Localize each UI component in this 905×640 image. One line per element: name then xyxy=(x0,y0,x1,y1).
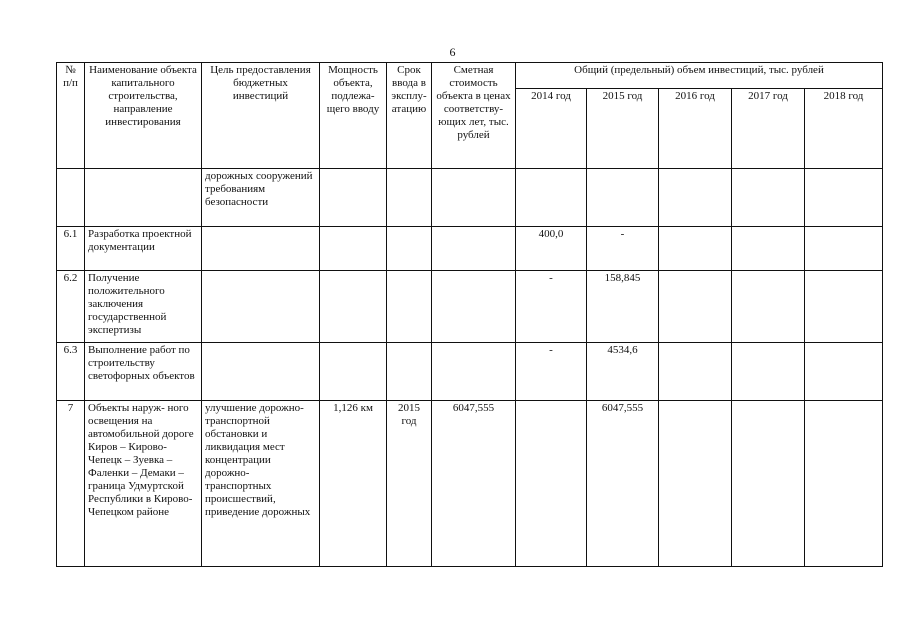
row-name xyxy=(85,169,202,227)
row-name: Разработка проектной документации xyxy=(85,227,202,271)
row-term xyxy=(387,271,432,343)
row-term: 2015 год xyxy=(387,401,432,567)
row-2018 xyxy=(805,271,883,343)
row-2016 xyxy=(659,271,732,343)
header-term: Срок ввода в эксплу- атацию xyxy=(387,63,432,169)
investment-table xyxy=(56,62,883,567)
row-term xyxy=(387,227,432,271)
row-2018 xyxy=(805,343,883,401)
row-2017 xyxy=(732,169,805,227)
header-year-2017: 2017 год xyxy=(732,89,805,169)
row-capacity xyxy=(320,227,387,271)
row-2015: - xyxy=(587,227,659,271)
page-number: 6 xyxy=(449,45,456,59)
row-cost xyxy=(432,343,516,401)
row-2018 xyxy=(805,227,883,271)
row-capacity xyxy=(320,169,387,227)
table-row xyxy=(57,271,883,343)
row-2016 xyxy=(659,169,732,227)
row-2017 xyxy=(732,343,805,401)
row-cost xyxy=(432,271,516,343)
row-purpose xyxy=(202,227,320,271)
row-purpose: дорожных сооружений требованиям безопасности xyxy=(202,169,320,227)
row-capacity xyxy=(320,271,387,343)
header-investment: Общий (предельный) объем инвестиций, тыс. рублей xyxy=(516,63,883,89)
row-purpose xyxy=(202,343,320,401)
row-2018 xyxy=(805,401,883,567)
row-2014 xyxy=(516,169,587,227)
row-num xyxy=(57,169,85,227)
header-row-1 xyxy=(57,63,883,89)
header-year-2015: 2015 год xyxy=(587,89,659,169)
row-2014: - xyxy=(516,271,587,343)
header-year-2018: 2018 год xyxy=(805,89,883,169)
row-2016 xyxy=(659,227,732,271)
table-row xyxy=(57,401,883,567)
row-term xyxy=(387,343,432,401)
row-cost xyxy=(432,169,516,227)
table-row xyxy=(57,343,883,401)
row-2018 xyxy=(805,169,883,227)
row-capacity: 1,126 км xyxy=(320,401,387,567)
row-capacity xyxy=(320,343,387,401)
row-2015 xyxy=(587,169,659,227)
row-2015: 158,845 xyxy=(587,271,659,343)
table-row xyxy=(57,227,883,271)
row-2014: - xyxy=(516,343,587,401)
row-name: Выполнение работ по строительству светофорных объектов xyxy=(85,343,202,401)
row-name: Объекты наруж- ного освещения на автомобильной дороге Киров – Кирово-Чепецк – Зуевка – Фаленки – Демаки – граница Удмуртской Республики в Кирово-Чепецком районе xyxy=(85,401,202,567)
row-cost: 6047,555 xyxy=(432,401,516,567)
row-2016 xyxy=(659,343,732,401)
row-num: 6.2 xyxy=(57,271,85,343)
row-name: Получение положительного заключения государственной экспертизы xyxy=(85,271,202,343)
row-purpose xyxy=(202,271,320,343)
header-name: Наименование объекта капитального строительства, направление инвестирования xyxy=(85,63,202,169)
row-cost xyxy=(432,227,516,271)
header-year-2016: 2016 год xyxy=(659,89,732,169)
row-2016 xyxy=(659,401,732,567)
row-2015: 4534,6 xyxy=(587,343,659,401)
table-row xyxy=(57,169,883,227)
row-num: 7 xyxy=(57,401,85,567)
header-purpose: Цель предоставления бюджетных инвестиций xyxy=(202,63,320,169)
row-2017 xyxy=(732,401,805,567)
row-2017 xyxy=(732,227,805,271)
row-2017 xyxy=(732,271,805,343)
row-2014 xyxy=(516,401,587,567)
header-capacity: Мощность объекта, подлежа- щего вводу xyxy=(320,63,387,169)
row-purpose: улучшение дорожно- транспортной обстановки и ликвидация мест концентрации дорожно- транспортных происшествий, приведение дорожных xyxy=(202,401,320,567)
row-num: 6.1 xyxy=(57,227,85,271)
header-cost: Сметная стоимость объекта в ценах соответству- ющих лет, тыс. рублей xyxy=(432,63,516,169)
row-2015: 6047,555 xyxy=(587,401,659,567)
row-2014: 400,0 xyxy=(516,227,587,271)
row-num: 6.3 xyxy=(57,343,85,401)
header-num: № п/п xyxy=(57,63,85,169)
header-year-2014: 2014 год xyxy=(516,89,587,169)
row-term xyxy=(387,169,432,227)
